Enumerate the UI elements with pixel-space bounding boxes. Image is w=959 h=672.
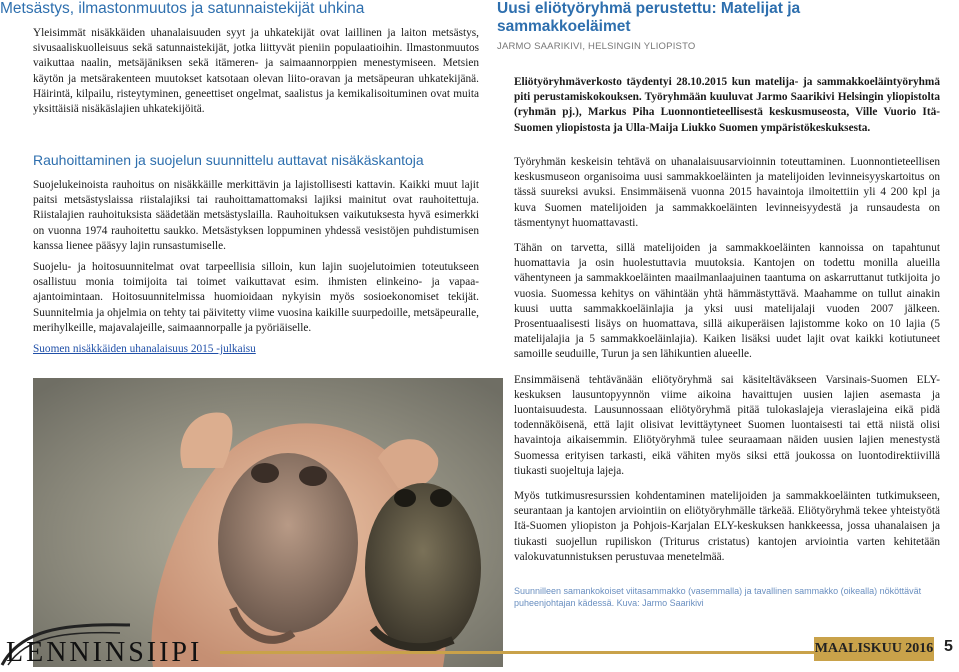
- right-paragraph-3: Ensimmäisenä tehtävänään eliötyöryhmä sai käsiteltäväkseen Varsinais-Suomen ELY-keskuksen lausuntopyynnön viime aikoina havaittujen uusien lajien asemasta ja luontaisuudesta. Lausunnossaan eliötyöryhmä pitää tulokaslajeja vieraslajeina eikä pidä todennäköisenä, että lajit olisivat levittäytyneet Suomen luontaisesti tai että niistä olisi havaintoja aikaisemmin. Eliötyöryhmä tulee seuraamaan näiden uusien lajien menestystä Suomessa erityisen tarkasti, eikä vähiten myös siksi että joukossa on luontodirektiivillä tiukasti suojeltuja lajeja.: [514, 373, 940, 477]
- right-lead: Eliötyöryhmäverkosto täydentyi 28.10.2015 kun matelija- ja sammakkoeläintyöryhmä piti perustamiskokouksen. Työryhmään kuuluvat Jarmo Saarikivi Helsingin yliopistolta (ryhmän pj.), Markus Piha Luonnontieteellisestä keskusmuseosta, Ville Vuorio Itä-Suomen yliopistosta ja Ulla-Maija Liukko Suomen ympäristökeskuksesta.: [514, 76, 940, 134]
- footer-rule: [220, 651, 814, 654]
- right-title: Uusi eliötyöryhmä perustettu: Matelijat ja sammakkoeläimet: [497, 0, 801, 35]
- section-title: Rauhoittaminen ja suojelun suunnittelu auttavat nisäkäskantoja: [33, 152, 424, 168]
- logo-text: LENNINSIIPI: [6, 637, 203, 668]
- footer-logo: [0, 621, 220, 667]
- left-text-block-2: [33, 178, 479, 363]
- byline: JARMO SAARIKIVI, HELSINGIN YLIOPISTO: [497, 41, 696, 52]
- left-title: Metsästys, ilmastonmuutos ja satunnaistekijät uhkina: [0, 0, 365, 17]
- right-paragraph-4: Myös tutkimusresurssien kohdentaminen matelijoiden ja sammakkoeläinten tutkimukseen, seurantaan ja kantojen arviointiin on eliötyöryhmälle tärkeää. Eliötyöryhmä tekee yhteistyötä Itä-Suomen yliopiston ja Pohjois-Karjalan ELY-keskuksen hankkeessa, jossa uhanalaisen ja tiukasti suojellun rupiliskon (Triturus cristatus) kantojen arviointia varten kehitetään valokuvatunnistuksen perustuvaa menetelmää.: [514, 490, 940, 563]
- page-number: 5: [944, 638, 953, 655]
- right-text-block: [514, 155, 940, 571]
- issue-date: MAALISKUU 2016: [814, 641, 934, 656]
- photo-caption: Suunnilleen samankokoiset viitasammakko (vasemmalla) ja tavallinen sammakko (oikealla) nököttävät puheenjohtajan kädessä. Kuva: Jarmo Saarikivi: [514, 586, 922, 608]
- issue-badge: [814, 637, 934, 661]
- publication-link[interactable]: Suomen nisäkkäiden uhanalaisuus 2015 -julkaisu: [33, 343, 256, 356]
- right-paragraph-2: Tähän on tarvetta, sillä matelijoiden ja sammakkoeläinten kannoissa on tapahtunut huomattavia ja osin huolestuttavia muutoksia. Kantojen on todettu monilla alueilla vähentyneen ja sammakkoeläinten maailmanlaajuinen taantuma on askarruttanut tutkijoita jo vuosia. Suomessa kehitys on vähintään yhtä hämmästyttävä. Maahamme on tullut ainakin kuusi uutta sammakkoeläinlajia ja yksi uusi matelijalaji vuoden 2007 jälkeen. Prosentuaalisesti lisäys on huomattava, sillä aikuperäisen lajistomme koko on 10 lajia (5 matelijalajia ja 5 sammakkoeläinlajia). Kaiken lisäksi uudet lajit ovat kaikki kotiutuneet samoille seuduille, Turun ja sen lähikuntien alueelle.: [514, 242, 940, 361]
- left-paragraph-3: Suojelu- ja hoitosuunnitelmat ovat tarpeellisia silloin, kun lajin suojelutoimien toteutukseen osallistuu monia toimijoita tai toimet vaikuttavat esim. ihmisten elinkeino- ja vapaa-ajantoimintaan. Hoitosuunnitelmissa huomioidaan nykyisin myös sosioekonomiset tekijät. Suunnitelmia ja ohjelmia on tehty tai päivitetty viime vuosina kaikille suurpedoille, metsäpeuralle, merihylkeille, majavalajeille, saimaannorpalle ja pyöriäiselle.: [33, 261, 479, 334]
- left-paragraph-1: Yleisimmät nisäkkäiden uhanalaisuuden syyt ja uhkatekijät ovat laillinen ja laiton metsästys, sivusaaliskuolleisuus sekä satunnaistekijät, jotka liittyvät pieniin populaatioihin. Ilmastonmuutos vaikuttaa naalin, metsäjäniksen sekä itämeren- ja saimaannorppien menestymiseen. Metsien käytön ja metsärakenteen muutokset katsotaan olevan liito-oravan ja metsäpeuran uhkatekijänä. Häirintä, kilpailu, risteytyminen, geneettiset ongelmat, saalistus ja kemikalisoituminen ovat muita yksittäisiä nisäkäslajien uhkatekijöitä.: [33, 27, 479, 116]
- left-paragraph-2: Suojelukeinoista rauhoitus on nisäkkäille merkittävin ja lajistollisesti kattavin. Kaikki muut lajit paitsi metsästyslaissa riistalajiksi tai rauhoittamattomaksi lajiksi mainitut ovat rauhoitettuja. Riistalajien rauhoituksista säädetään metsästyslailla. Rauhoituksen vaikutuksesta hyvä esimerkki on vuonna 1974 rauhoitettu saukko. Metsästyksen loppuminen yhdessä vesistöjen puhdistumisen kanssa lienee pääsyy lajin runsastumiselle.: [33, 179, 479, 252]
- right-paragraph-1: Työryhmän keskeisin tehtävä on uhanalaisuusarvioinnin toteuttaminen. Luonnontieteellisen keskusmuseon organisoima uusi sammakkoeläinten ja matelijoiden levinneisyyskartoitus on tässä suureksi avuksi. Ensimmäisenä vuonna 2015 havaintoja ilmoitettiin yli 4 200 kpl ja kuva Suomen matelijoiden ja sammakkoeläinten levinneisyydestä ja runsaudesta on täsmentynyt huomattavasti.: [514, 156, 940, 229]
- left-text-block: [33, 26, 479, 123]
